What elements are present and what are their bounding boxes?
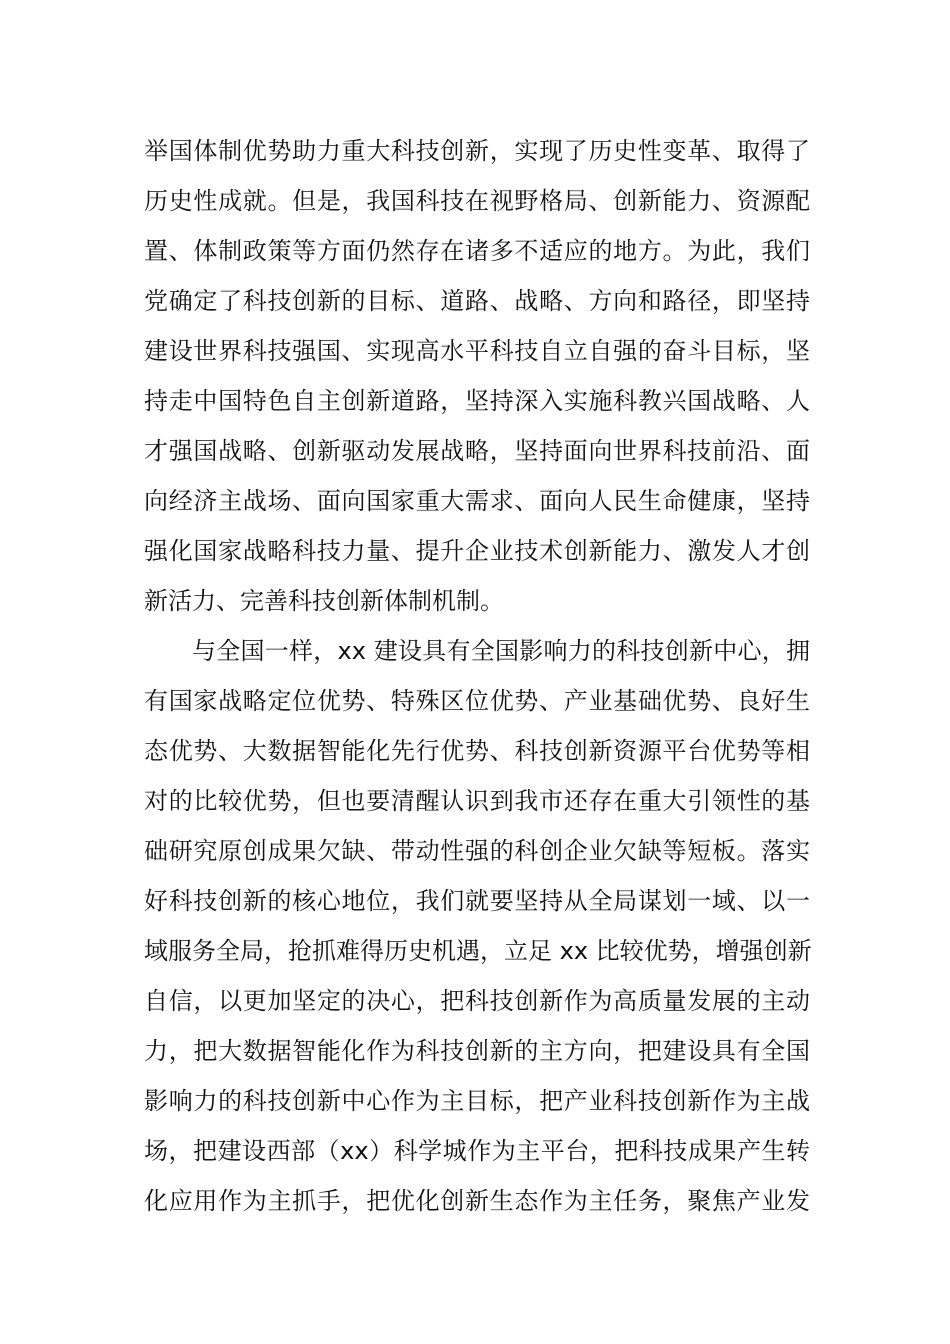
text-line: 对的比较优势，但也要清醒认识到我市还存在重大引领性的基 [144, 787, 810, 815]
text-line: 力，把大数据智能化作为科技创新的主方向，把建设具有全国 [144, 1037, 810, 1065]
paragraph-2 [144, 626, 810, 1226]
text-line: 化应用作为主抓手，把优化创新生态作为主任务，聚焦产业发 [144, 1187, 810, 1215]
text-line: 影响力的科技创新中心作为主目标，把产业科技创新作为主战 [144, 1087, 810, 1115]
text-line: 党确定了科技创新的目标、道路、战略、方向和路径，即坚持 [144, 287, 810, 315]
body-text [144, 126, 810, 1226]
text-line: 置、体制政策等方面仍然存在诸多不适应的地方。为此，我们 [144, 237, 810, 265]
text-line: 域服务全局，抢抓难得历史机遇，立足 xx 比较优势，增强创新 [144, 937, 812, 965]
text-line: 新活力、完善科技创新体制机制。 [144, 587, 504, 615]
text-line: 持走中国特色自主创新道路，坚持深入实施科教兴国战略、人 [144, 387, 810, 415]
text-line: 好科技创新的核心地位，我们就要坚持从全局谋划一域、以一 [144, 887, 810, 915]
text-line: 自信，以更加坚定的决心，把科技创新作为高质量发展的主动 [144, 987, 810, 1015]
text-line: 场，把建设西部（xx）科学城作为主平台，把科技成果产生转 [144, 1137, 810, 1165]
text-line: 态优势、大数据智能化先行优势、科技创新资源平台优势等相 [144, 737, 810, 765]
paragraph-1 [144, 126, 810, 626]
text-line: 向经济主战场、面向国家重大需求、面向人民生命健康，坚持 [144, 487, 810, 515]
text-line: 强化国家战略科技力量、提升企业技术创新能力、激发人才创 [144, 537, 810, 565]
text-line: 举国体制优势助力重大科技创新，实现了历史性变革、取得了 [144, 137, 810, 165]
text-line: 才强国战略、创新驱动发展战略，坚持面向世界科技前沿、面 [144, 437, 810, 465]
text-line: 建设世界科技强国、实现高水平科技自立自强的奋斗目标，坚 [144, 337, 810, 365]
text-line: 与全国一样，xx 建设具有全国影响力的科技创新中心，拥 [192, 637, 810, 665]
text-line: 础研究原创成果欠缺、带动性强的科创企业欠缺等短板。落实 [144, 837, 810, 865]
text-line: 历史性成就。但是，我国科技在视野格局、创新能力、资源配 [144, 187, 810, 215]
text-line: 有国家战略定位优势、特殊区位优势、产业基础优势、良好生 [144, 687, 810, 715]
